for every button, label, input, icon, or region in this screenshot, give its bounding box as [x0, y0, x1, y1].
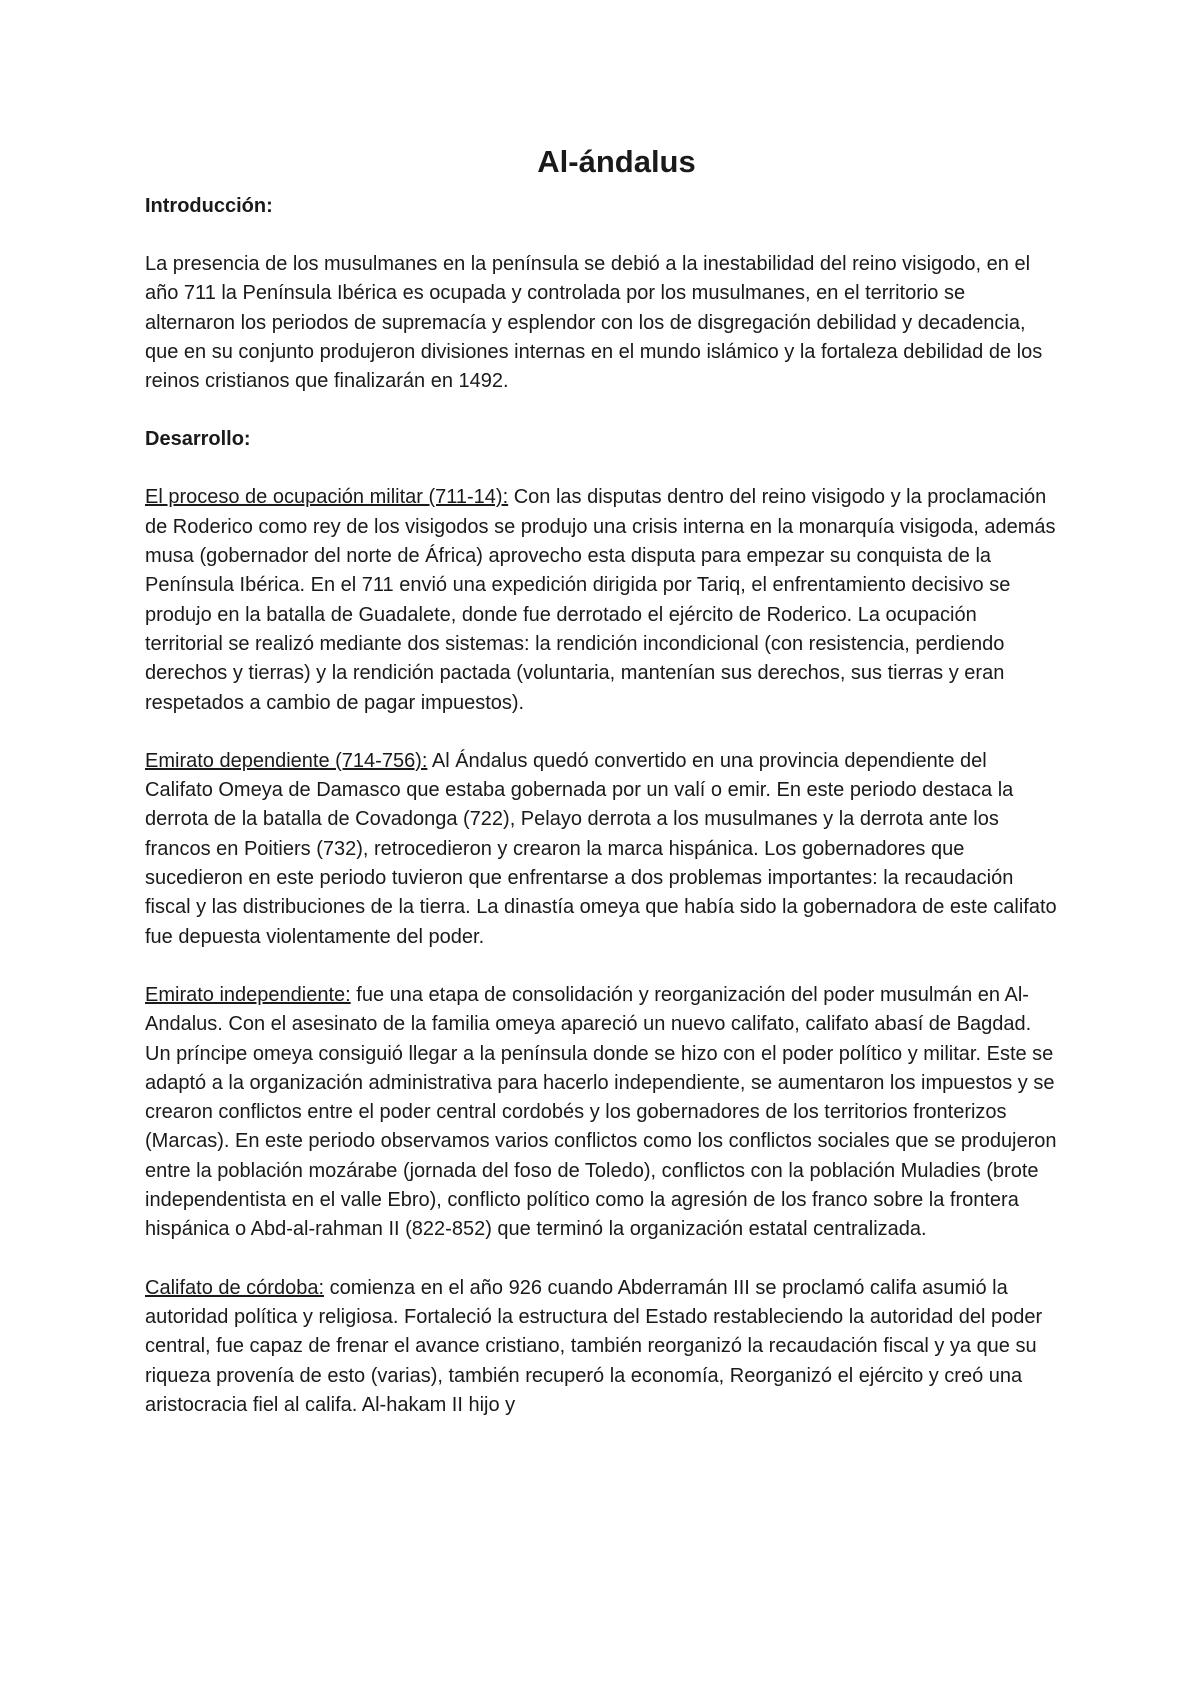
spacer — [145, 1245, 1060, 1274]
intro-heading: Introducción: — [145, 195, 273, 217]
section-emirato-dependiente — [145, 747, 1060, 952]
section-emirato-independiente — [145, 981, 1060, 1245]
section-ocupacion-militar — [145, 483, 1060, 717]
spacer — [145, 221, 1060, 250]
section-lead: Emirato independiente: — [145, 983, 351, 1006]
development-heading: Desarrollo: — [145, 428, 251, 451]
section-text: Al Ándalus quedó convertido en una provincia dependiente del Califato Omeya de Damasco que estaba gobernada por un valí o emir. En este periodo destaca la derrota de la batalla de Covadonga (722), Pelayo derrota a los musulmanes y la derrota ante los francos en Poitiers (732), retrocedieron y crearon la marca hispánica. Los gobernadores que sucedieron en este periodo tuvieron que enfrentarse a dos problemas importantes: la recaudación fiscal y las distribuciones de la tierra. La dinastía omeya que había sido la gobernadora de este califato fue depuesta violentamente del poder. — [145, 749, 1057, 948]
spacer — [145, 718, 1060, 747]
intro-paragraph: La presencia de los musulmanes en la península se debió a la inestabilidad del reino visigodo, en el año 711 la Península Ibérica es ocupada y controlada por los musulmanes, en el territorio se alternaron los periodos de supremacía y esplendor con los de disgregación debilidad y decadencia, que en su conjunto produjeron divisiones internas en el mundo islámico y la fortaleza debilidad de los reinos cristianos que finalizarán en 1492. — [145, 253, 1043, 393]
spacer — [145, 454, 1060, 483]
section-text: Con las disputas dentro del reino visigodo y la proclamación de Roderico como rey de los visigodos se produjo una crisis interna en la monarquía visigoda, además musa (gobernador del norte de África) aprovecho esta disputa para empezar su conquista de la Península Ibérica. En el 711 envió una expedición dirigida por Tariq, el enfrentamiento decisivo se produjo en la batalla de Guadalete, donde fue derrotado el ejército de Roderico. La ocupación territorial se realizó mediante dos sistemas: la rendición incondicional (con resistencia, perdiendo derechos y tierras) y la rendición pactada (voluntaria, mantenían sus derechos, sus tierras y eran respetados a cambio de pagar impuestos). — [145, 486, 1056, 714]
spacer — [145, 952, 1060, 981]
document-title: Al-ándalus — [537, 144, 696, 179]
spacer — [145, 396, 1060, 425]
section-lead: Emirato dependiente (714-756): — [145, 749, 428, 772]
section-califato-cordoba — [145, 1274, 1060, 1420]
section-text: comienza en el año 926 cuando Abderramán III se proclamó califa asumió la autoridad política y religiosa. Fortaleció la estructura del Estado restableciendo la autoridad del poder central, fue capaz de frenar el avance cristiano, también reorganizó la recaudación fiscal y ya que su riqueza provenía de esto (varias), también recuperó la economía, Reorganizó el ejército y creó una aristocracia fiel al califa. Al-hakam II hijo y — [145, 1276, 1043, 1416]
section-lead: Califato de córdoba: — [145, 1276, 325, 1299]
section-lead: El proceso de ocupación militar (711-14): — [145, 486, 509, 509]
section-text: fue una etapa de consolidación y reorganización del poder musulmán en Al-Andalus. Con el asesinato de la familia omeya apareció un nuevo califato, califato abasí de Bagdad. Un príncipe omeya consiguió llegar a la península donde se hizo con el poder político y militar. Este se adaptó a la organización administrativa para hacerlo independiente, se aumentaron los impuestos y se crearon conflictos entre el poder central cordobés y los gobernadores de los territorios fronterizos (Marcas). En este periodo observamos varios conflictos como los conflictos sociales que se produjeron entre la población mozárabe (jornada del foso de Toledo), conflictos con la población Muladies (brote independentista en el valle Ebro), conflicto político como la agresión de los franco sobre la frontera hispánica o Abd-al-rahman II (822-852) que terminó la organización estatal centralizada. — [145, 983, 1057, 1241]
